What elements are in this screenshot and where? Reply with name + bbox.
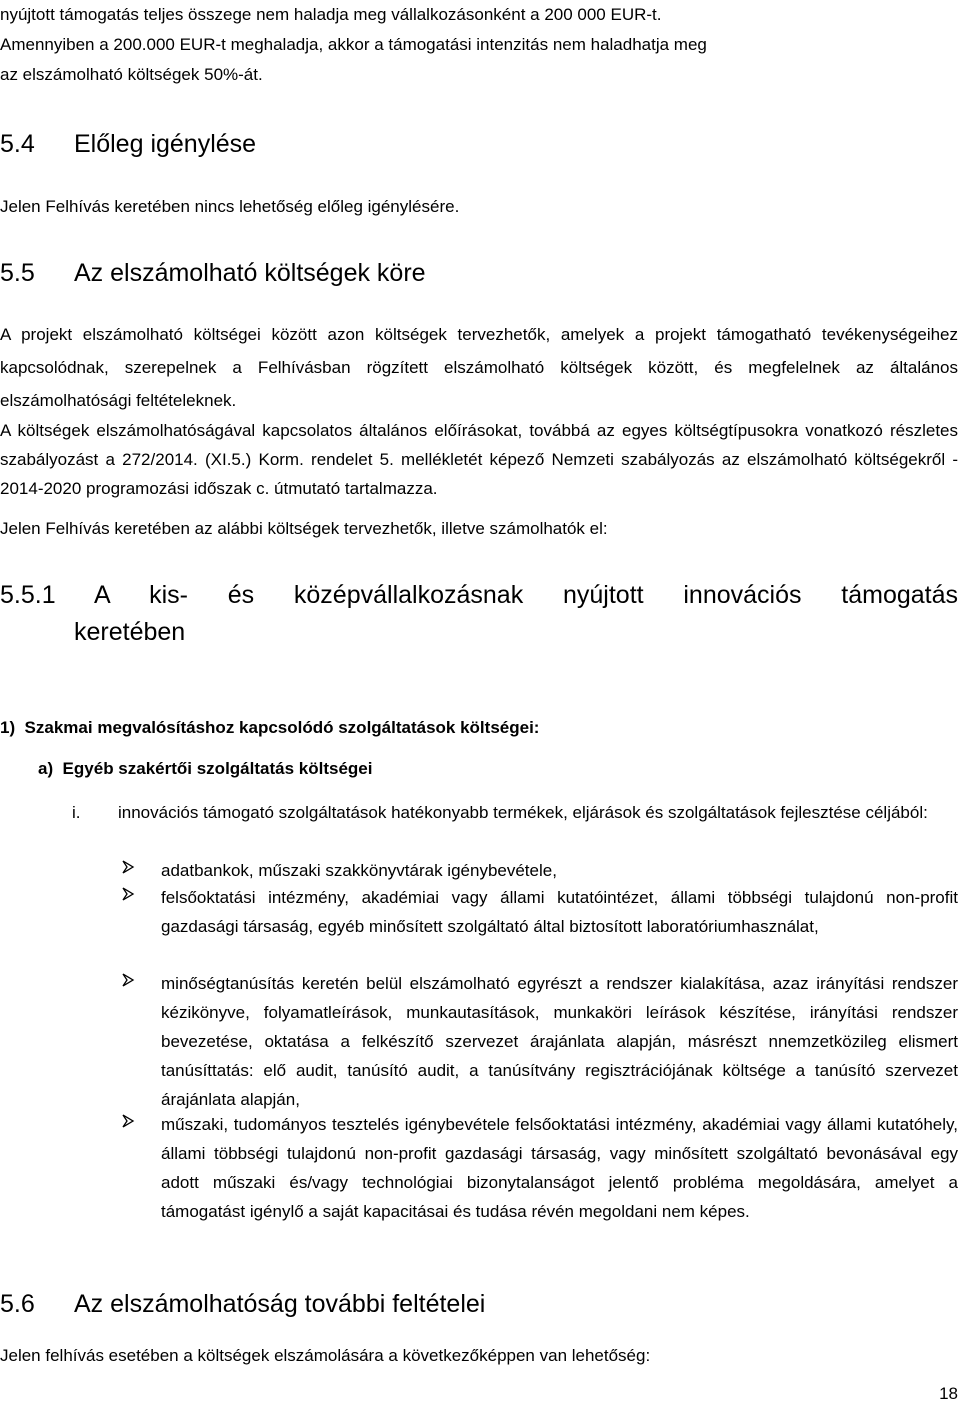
section-title: Az elszámolható költségek köre — [74, 259, 426, 287]
section-5-5-paragraph-3: Jelen Felhívás keretében az alábbi költségek tervezhetők, illetve számolhatók el: — [0, 519, 608, 538]
section-number: 5.4 — [0, 130, 35, 158]
section-title: Az elszámolhatóság további feltételei — [74, 1290, 486, 1318]
bullet-item-4: műszaki, tudományos tesztelés igénybevétele felsőoktatási intézmény, akadémiai vagy állami kutatóhely, állami többségi tulajdonú non-profit gazdasági társaság, vagy minősített szolgáltató bevonásával egy adott műszaki és/vagy technológiai bizonytalanságot jelentő probléma megoldására, amelyet a támogatást igénylő a saját kapacitásai és tudása révén megoldani nem képes. — [161, 1115, 958, 1221]
bullet-item-1: adatbankok, műszaki szakkönyvtárak igénybevétele, — [161, 861, 557, 880]
intro-line-3: az elszámolható költségek 50%-át. — [0, 65, 263, 84]
list-item-a: a) Egyéb szakértői szolgáltatás költségei — [38, 759, 373, 778]
section-5-5-1-heading — [0, 577, 958, 651]
section-5-5-paragraph-1: A projekt elszámolható költségei között azon költségek tervezhetők, amelyek a projekt támogatható tevékenységeihez kapcsolódnak, szerepelnek a Felhívásban rögzített elszámolható költségek között, és megfelelnek az általános elszámolhatósági feltételeknek. — [0, 325, 958, 410]
arrowhead-bullet-icon — [121, 969, 135, 997]
intro-paragraph — [0, 0, 960, 90]
section-5-5-paragraph-2: A költségek elszámolhatóságával kapcsolatos általános előírásokat, továbbá az egyes költségtípusokra vonatkozó részletes szabályozást a 272/2014. (XI.5.) Korm. rendelet 5. mellékletét képező Nemzeti szabályozás az elszámolható költségekről - 2014-2020 programozási időszak c. útmutató tartalmazza. — [0, 421, 958, 498]
bullet-item-3: minőségtanúsítás keretén belül elszámolható egyrészt a rendszer kialakítása, azaz irányítási rendszer kézikönyve, folyamatleírások, munkautasítások, munkaköri leírások készítése, irányítási rendszer bevezetése, oktatása a felkészítő szervezet árajánlata alapján, másrészt nnemzetközileg elismert tanúsíttatás: elő audit, tanúsító audit, a tanúsítvány regisztrációjának költsége a tanúsító szervezet árajánlata alapján, — [161, 974, 958, 1109]
section-5-5-1-title-line-1: 5.5.1 A kis- és középvállalkozásnak nyújtott innovációs támogatás — [0, 581, 958, 609]
list-item-i-text: innovációs támogató szolgáltatások hatékonyabb termékek, eljárások és szolgáltatások fejlesztése céljából: — [118, 803, 928, 822]
section-number: 5.5 — [0, 259, 35, 287]
arrowhead-bullet-icon — [121, 1110, 135, 1138]
section-5-5-1-title-line-2: keretében — [74, 618, 186, 646]
section-5-4-text: Jelen Felhívás keretében nincs lehetőség előleg igénylésére. — [0, 197, 460, 216]
arrowhead-bullet-icon — [121, 856, 135, 884]
section-number: 5.6 — [0, 1290, 35, 1318]
section-5-6-heading — [0, 1287, 485, 1321]
bullet-item-2: felsőoktatási intézmény, akadémiai vagy állami kutatóintézet, állami többségi tulajdonú non-profit gazdasági társaság, egyéb minősített szolgáltató által biztosított laboratóriumhasználat, — [161, 888, 958, 936]
page-number: 18 — [939, 1384, 958, 1403]
arrowhead-bullet-icon — [121, 883, 135, 911]
section-5-6-text: Jelen felhívás esetében a költségek elszámolására a következőképpen van lehetőség: — [0, 1346, 651, 1365]
list-item-1: 1) Szakmai megvalósításhoz kapcsolódó szolgáltatások költségei: — [0, 718, 540, 737]
intro-line-1: nyújtott támogatás teljes összege nem haladja meg vállalkozásonként a 200 000 EUR-t. — [0, 5, 662, 24]
section-5-5-heading — [0, 256, 426, 290]
list-item-i-marker: i. — [72, 803, 81, 822]
section-title: Előleg igénylése — [74, 130, 257, 158]
section-5-4-heading — [0, 127, 256, 161]
intro-line-2: Amennyiben a 200.000 EUR-t meghaladja, akkor a támogatási intenzitás nem haladhatja meg — [0, 35, 707, 54]
